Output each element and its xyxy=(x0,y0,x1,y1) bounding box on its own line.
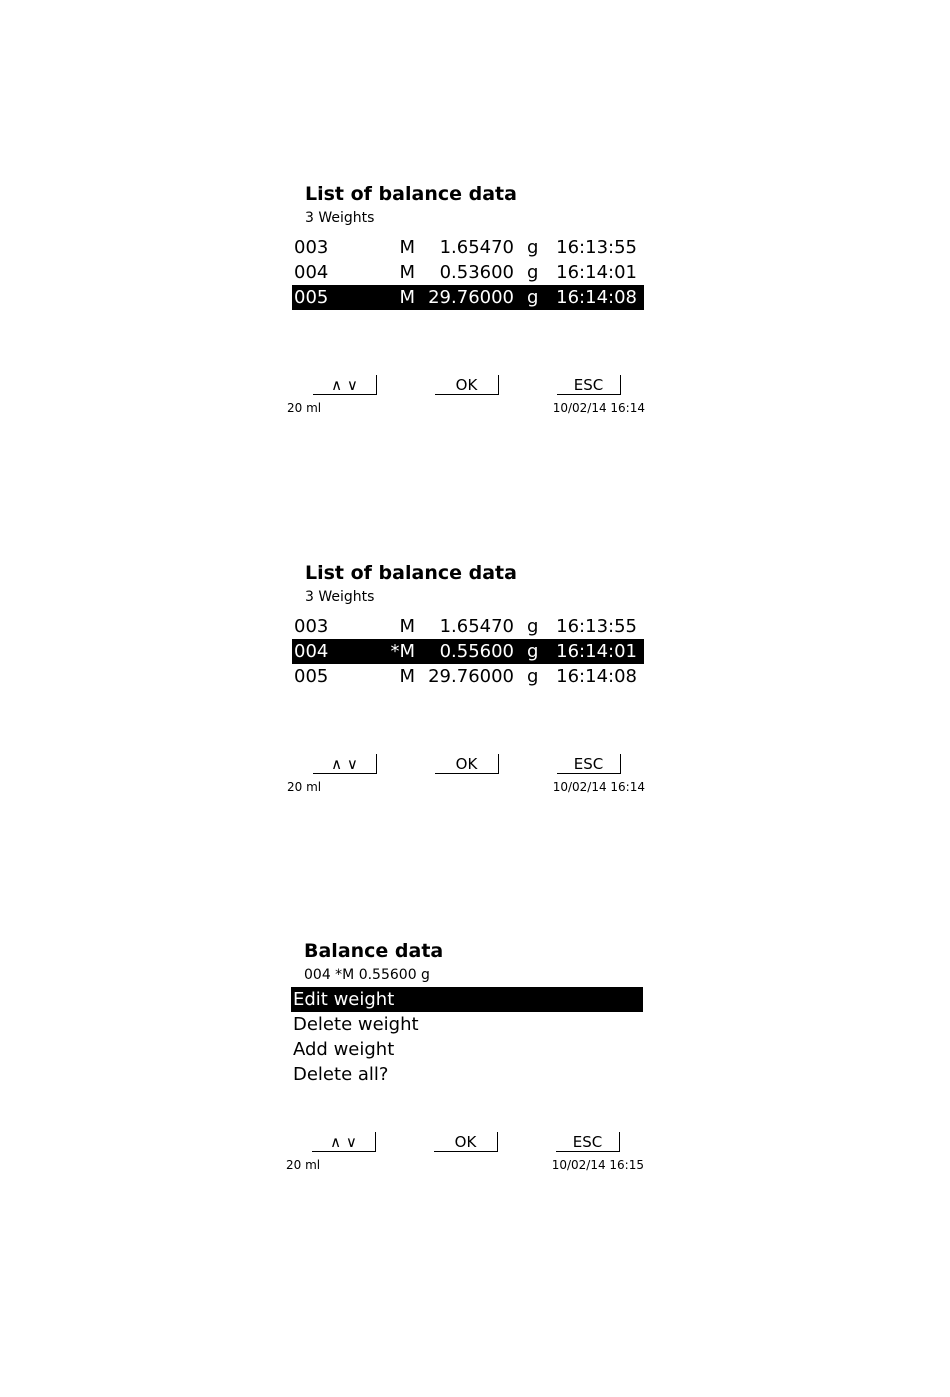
weight-value: 0.55600 xyxy=(439,641,514,662)
datetime-readout: 10/02/14 16:14 xyxy=(552,780,645,794)
weight-row-005[interactable] xyxy=(292,664,644,689)
weight-value: 1.65470 xyxy=(439,237,514,258)
screen-subtitle: 3 Weights xyxy=(305,589,375,605)
weight-time: 16:13:55 xyxy=(556,237,637,258)
menu-item-delete-all[interactable]: Delete all? xyxy=(293,1064,389,1085)
weight-type: M xyxy=(399,616,415,637)
weight-unit: g xyxy=(527,262,539,283)
datetime-readout: 10/02/14 16:15 xyxy=(551,1158,644,1172)
weight-id: 003 xyxy=(294,237,329,258)
weight-time: 16:13:55 xyxy=(556,616,637,637)
datetime-readout: 10/02/14 16:14 xyxy=(552,401,645,415)
up-down-button[interactable]: ∧ ∨ xyxy=(313,754,377,774)
weight-type: M xyxy=(399,237,415,258)
screen-subtitle: 3 Weights xyxy=(305,210,375,226)
menu-item-add-weight[interactable]: Add weight xyxy=(293,1039,395,1060)
weight-time: 16:14:01 xyxy=(556,262,637,283)
menu-item-delete-weight[interactable]: Delete weight xyxy=(293,1014,419,1035)
esc-button[interactable]: ESC xyxy=(557,754,621,774)
screen-title: List of balance data xyxy=(305,562,517,584)
ok-button[interactable]: OK xyxy=(435,754,499,774)
weights-list xyxy=(292,235,644,310)
screen-subtitle: 004 *M 0.55600 g xyxy=(304,967,430,983)
weight-type: *M xyxy=(390,641,415,662)
weight-unit: g xyxy=(527,616,539,637)
weight-id: 005 xyxy=(294,666,329,687)
weight-type: M xyxy=(399,262,415,283)
volume-readout: 20 ml xyxy=(287,780,322,794)
up-down-button[interactable]: ∧ ∨ xyxy=(312,1132,376,1152)
ok-button[interactable]: OK xyxy=(434,1132,498,1152)
weight-type: M xyxy=(399,666,415,687)
ok-button[interactable]: OK xyxy=(435,375,499,395)
weight-value: 0.53600 xyxy=(439,262,514,283)
weight-unit: g xyxy=(527,237,539,258)
weight-id: 003 xyxy=(294,616,329,637)
weight-unit: g xyxy=(527,287,539,308)
weight-row-005-selected[interactable] xyxy=(292,285,644,310)
weight-value: 29.76000 xyxy=(428,666,514,687)
up-down-button[interactable]: ∧ ∨ xyxy=(313,375,377,395)
balance-data-menu-screen xyxy=(285,940,650,1190)
menu-item-edit-weight[interactable]: Edit weight xyxy=(291,987,643,1012)
screen-title: List of balance data xyxy=(305,183,517,205)
weight-id: 005 xyxy=(294,287,329,308)
weight-row-003[interactable] xyxy=(292,235,644,260)
weight-type: M xyxy=(399,287,415,308)
volume-readout: 20 ml xyxy=(287,401,322,415)
weight-time: 16:14:08 xyxy=(556,287,637,308)
weight-id: 004 xyxy=(294,641,329,662)
weights-list xyxy=(292,614,644,689)
esc-button[interactable]: ESC xyxy=(557,375,621,395)
balance-menu xyxy=(291,987,643,1087)
weight-time: 16:14:01 xyxy=(556,641,637,662)
esc-button[interactable]: ESC xyxy=(556,1132,620,1152)
balance-list-screen-1 xyxy=(285,183,650,433)
weight-id: 004 xyxy=(294,262,329,283)
weight-unit: g xyxy=(527,666,539,687)
weight-time: 16:14:08 xyxy=(556,666,637,687)
weight-row-004-selected[interactable] xyxy=(292,639,644,664)
weight-value: 29.76000 xyxy=(428,287,514,308)
weight-row-004[interactable] xyxy=(292,260,644,285)
weight-value: 1.65470 xyxy=(439,616,514,637)
balance-list-screen-2 xyxy=(285,562,650,812)
screen-title: Balance data xyxy=(304,940,444,962)
volume-readout: 20 ml xyxy=(286,1158,321,1172)
weight-row-003[interactable] xyxy=(292,614,644,639)
weight-unit: g xyxy=(527,641,539,662)
